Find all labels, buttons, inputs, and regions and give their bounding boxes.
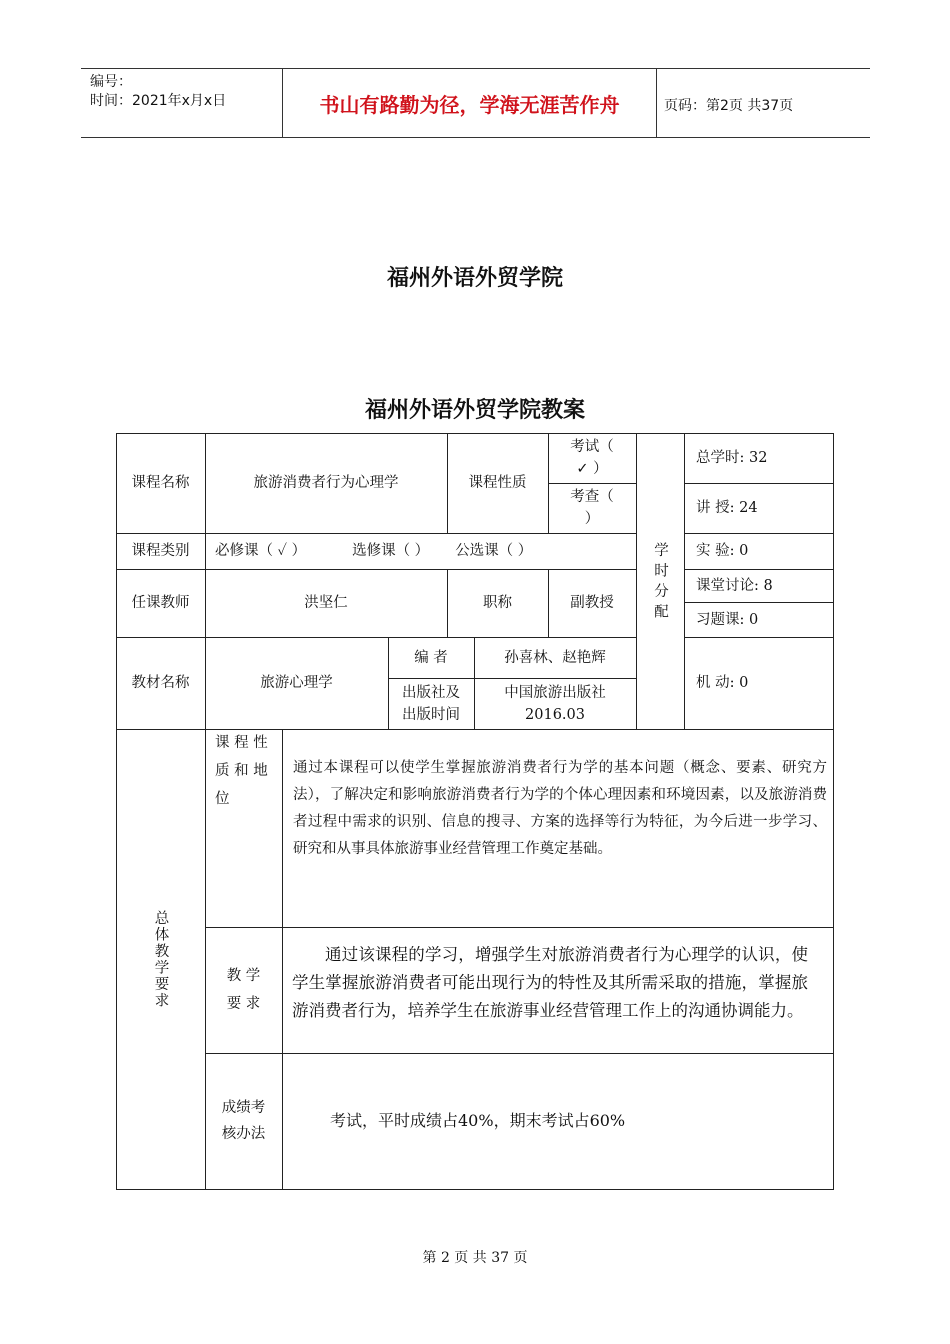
page-footer: 第 2 页 共 37 页	[422, 1250, 528, 1266]
nature-position-label	[215, 729, 282, 927]
public-elective-option: 公选课（ ）	[455, 543, 533, 559]
publish-date: 2016.03	[525, 706, 585, 723]
nature-position-text: 通过本课程可以使学生掌握旅游消费者行为学的基本问题（概念、要素、研究方法），了解决定和影响旅游消费者行为学的个体心理因素和环境因素，以及旅游消费者过程中需求的识别、信息的搜寻、方案的选择等行为特征，为今后进一步学习、研究和从事具体旅游事业经营管理工作奠定基础。	[293, 760, 827, 857]
page-info: 页码：第2页 共37页	[664, 98, 794, 114]
motto: 书山有路勤为径，学海无涯苦作舟	[319, 92, 620, 117]
course-nature-label: 课程性质	[468, 475, 527, 491]
plan-title: 福州外语外贸学院教案	[364, 398, 585, 423]
exam-mark: ✓ ）	[576, 461, 608, 477]
nature-label-line3: 位	[215, 791, 230, 807]
authors: 孙喜林、赵艳辉	[504, 649, 606, 666]
header-meta	[90, 73, 226, 111]
page-header	[81, 68, 870, 138]
course-name: 旅游消费者行为心理学	[253, 475, 399, 491]
exam-option	[548, 433, 636, 483]
check-option	[548, 483, 636, 533]
assessment-line2: 核办法	[221, 1126, 266, 1142]
exercise-hours: 习题课: 0	[696, 611, 759, 628]
teaching-requirements-text: 通过该课程的学习，增强学生对旅游消费者行为心理学的认识，使学生掌握旅游消费者可能出现行为的特性及其所需采取的措施，掌握旅游消费者行为，培养学生在旅游事业经营管理工作上的沟通协调能力。	[292, 945, 808, 1020]
required-option: 必修课（ ✓ ）	[215, 543, 307, 559]
title-value: 副教授	[570, 595, 614, 611]
assessment-line1: 成绩考	[221, 1100, 266, 1116]
category-label: 课程类别	[131, 543, 190, 559]
textbook-name: 旅游心理学	[260, 675, 333, 691]
college-title: 福州外语外贸学院	[386, 266, 563, 291]
overall-requirements-label: 总体教学要求	[152, 910, 169, 1009]
teach-req-line2: 要 求	[226, 996, 261, 1012]
nature-label-line2: 质 和 地	[215, 763, 268, 779]
check-mark: ）	[584, 511, 600, 527]
category-options	[215, 533, 636, 569]
experiment-hours: 实 验: 0	[696, 543, 749, 559]
flexible-hours: 机 动: 0	[696, 675, 749, 691]
publisher-label-line1: 出版社及	[402, 684, 460, 701]
check-label: 考查（	[570, 489, 614, 505]
author-label: 编 者	[414, 649, 448, 666]
number-label: 编号：	[90, 74, 132, 90]
elective-option: 选修课（ ）	[352, 543, 430, 559]
publisher: 中国旅游出版社	[504, 684, 606, 701]
title-label: 职称	[483, 595, 512, 611]
teacher-name: 洪坚仁	[304, 595, 348, 611]
assessment-label	[205, 1053, 282, 1189]
teaching-requirements-label	[205, 927, 282, 1053]
header-divider	[656, 69, 657, 137]
discussion-hours: 课堂讨论: 8	[696, 577, 773, 594]
lecture-hours: 讲 授: 24	[696, 500, 758, 516]
time-label: 时间：2021年x月x日	[90, 93, 227, 109]
publisher-info	[474, 678, 636, 729]
teach-req-line1: 教 学	[226, 968, 261, 984]
lesson-plan-table	[116, 433, 834, 1190]
textbook-label: 教材名称	[131, 675, 190, 691]
publisher-label-line2: 出版时间	[402, 706, 460, 723]
nature-label-line1: 课 程 性	[215, 735, 268, 751]
publisher-label	[388, 678, 474, 729]
exam-label: 考试（	[570, 439, 614, 455]
hours-label: 学时分配	[652, 542, 668, 624]
teacher-label: 任课教师	[131, 595, 190, 611]
total-hours: 总学时: 32	[696, 450, 768, 466]
course-name-label: 课程名称	[131, 475, 190, 491]
assessment-text: 考试，平时成绩占40%，期末考试占60%	[330, 1111, 626, 1130]
